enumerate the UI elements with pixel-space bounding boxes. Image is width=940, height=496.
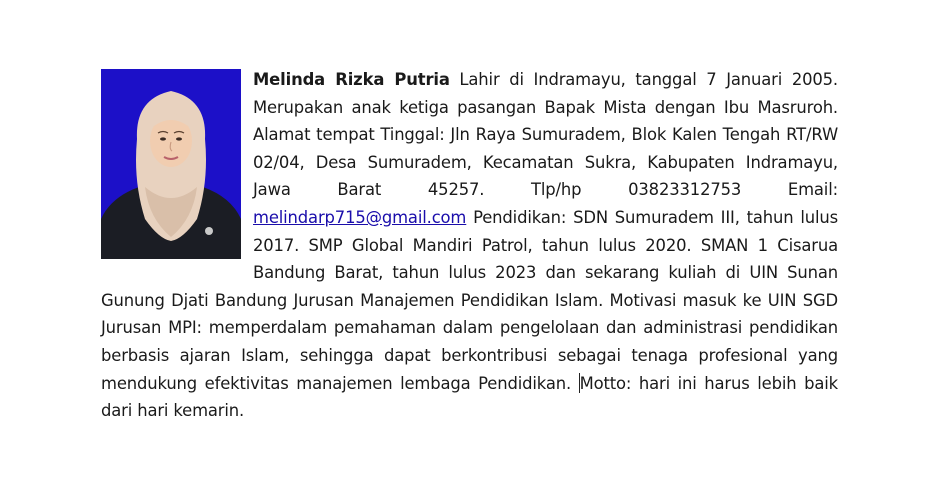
- bio-text-intro: Lahir di Indramayu, tanggal 7 Januari 2005. Merupakan anak ketiga pasangan Bapak Mista dengan Ibu Masruroh. Alamat tempat Tinggal: Jln Raya Sumuradem, Blok Kalen Tengah RT/RW 02/04, Desa Sumuradem, Kecamatan Sukra, Kabupaten Indramayu, Jawa Barat 45257. Tlp/hp 03823312753 Email:: [253, 70, 838, 200]
- bio-text-motto: Motto: hari ini harus lebih baik dari hari kemarin.: [101, 373, 838, 421]
- profile-photo: [101, 69, 241, 259]
- bio-text-education: Pendidikan: SDN Sumuradem III, tahun lulus 2017. SMP Global Mandiri Patrol, tahun lulus 2020. SMAN 1 Cisarua Bandung Barat, tahun lulus 2023 dan sekarang kuliah di UIN Sunan Gunung Djati Bandung Jurusan Manajemen Pendidikan Islam. Motivasi masuk ke UIN SGD Jurusan MPI: memperdalam pemahaman dalam pengelolaan dan administrasi pendidikan berbasis ajaran Islam, sehingga dapat berkontribusi sebagai tenaga profesional yang mendukung efektivitas manajemen lembaga Pendidikan.: [101, 207, 838, 393]
- email-link[interactable]: melindarp715@gmail.com: [253, 207, 467, 227]
- person-name: Melinda Rizka Putria: [253, 70, 450, 89]
- profile-bio: [101, 66, 838, 425]
